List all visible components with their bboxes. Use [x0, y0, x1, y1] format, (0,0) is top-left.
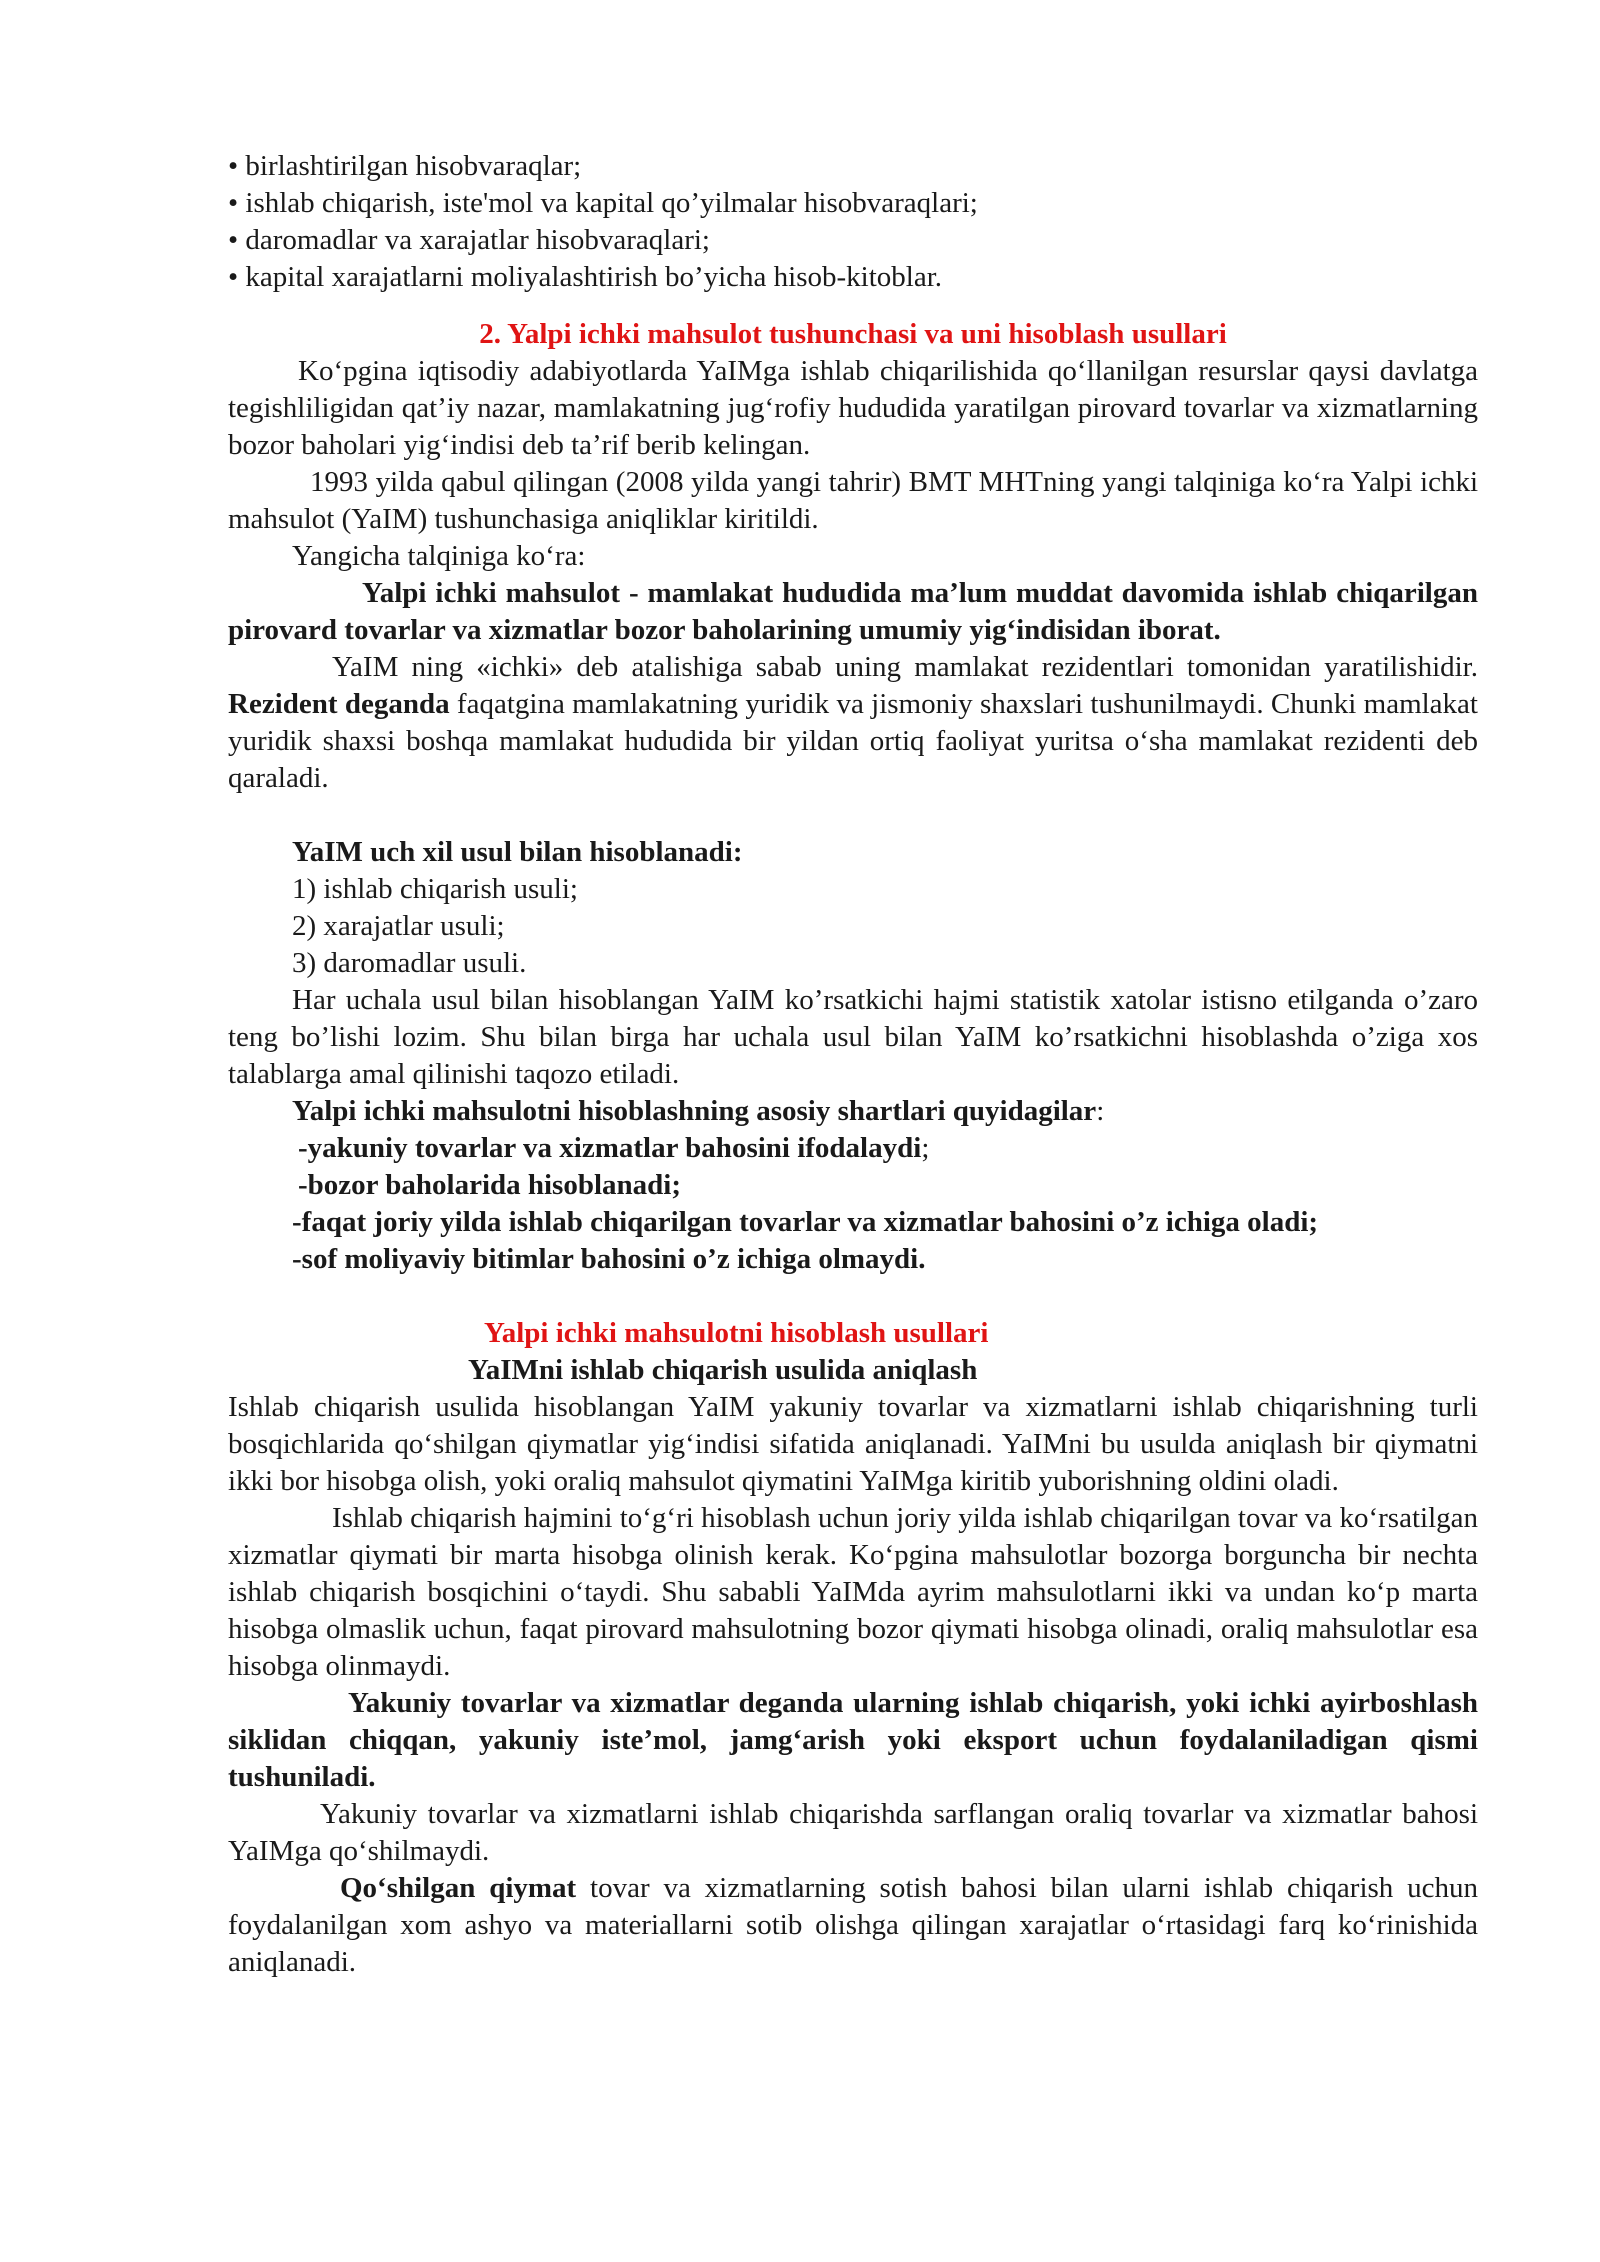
- list-item: 1) ishlab chiqarish usuli;: [292, 873, 578, 905]
- conditions-heading-text: Yalpi ichki mahsulotni hisoblashning asosiy shartlari quyidagilar: [292, 1095, 1097, 1127]
- paragraph: Koʻpgina iqtisodiy adabiyotlarda YaIMga ishlab chiqarilishida qoʻllanilgan resurslar qaysi davlatga tegishliligidan qatʼiy nazar, mamlakatning jugʻrofiy hududida yaratilgan pirovard tovarlar va xizmatlarning bozor baholari yigʻindisi deb taʼrif berib kelingan.: [228, 355, 1478, 461]
- list-item: [228, 1130, 1478, 1167]
- paragraph: [228, 1870, 1478, 1981]
- section-heading: Yalpi ichki mahsulotni hisoblash usullari: [484, 1317, 989, 1349]
- bold-term: Qoʻshilgan qiymat: [340, 1872, 577, 1904]
- document-page: [228, 148, 1478, 1981]
- paragraph-text: faqatgina mamlakatning yuridik va jismoniy shaxslari tushunilmaydi. Chunki mamlakat yuridik shaxsi boshqa mamlakat hududida bir yildan ortiq faoliyat yuritsa oʻsha mamlakat rezidenti deb qaraladi.: [228, 688, 1478, 794]
- bold-term: Rezident deganda: [228, 688, 450, 720]
- methods-heading: YaIM uch xil usul bilan hisoblanadi:: [292, 836, 743, 868]
- spacer: [228, 797, 1478, 834]
- definition-paragraph: Yakuniy tovarlar va xizmatlar deganda ularning ishlab chiqarish, yoki ichki ayirboshlash siklidan chiqqan, yakuniy isteʼmol, jamgʻarish yoki eksport uchun foydalaniladigan qismi tushuniladi.: [228, 1687, 1478, 1793]
- spacer: [228, 1278, 1478, 1315]
- paragraph: Yakuniy tovarlar va xizmatlarni ishlab chiqarishda sarflangan oraliq tovarlar va xizmatlar bahosi YaIMga qoʻshilmaydi.: [228, 1798, 1478, 1867]
- paragraph: Yangicha talqiniga koʻra:: [292, 540, 586, 572]
- paragraph-text: tovar va xizmatlarning sotish bahosi bilan ularni ishlab chiqarish uchun foydalanilgan xom ashyo va materiallarni sotib olishga qilingan xarajatlar oʻrtasidagi farq koʻrinishida aniqlanadi.: [228, 1872, 1478, 1978]
- spacer: [228, 296, 1478, 316]
- definition-paragraph: Yalpi ichki mahsulot - mamlakat hududida ma’lum muddat davomida ishlab chiqarilgan pirovard tovarlar va xizmatlar bozor baholarining umumiy yig‘indisidan iborat.: [228, 577, 1478, 646]
- conditions-heading: [228, 1093, 1478, 1130]
- list-item: -bozor baholarida hisoblanadi;: [298, 1169, 682, 1201]
- paragraph: 1993 yilda qabul qilingan (2008 yilda yangi tahrir) BMT MHTning yangi talqiniga koʻra Yalpi ichki mahsulot (YaIM) tushunchasiga aniqliklar kiritildi.: [228, 466, 1478, 535]
- list-item: • birlashtirilgan hisobvaraqlar;: [228, 150, 582, 182]
- list-item: • daromadlar va xarajatlar hisobvaraqlari;: [228, 224, 710, 256]
- subheading: YaIMni ishlab chiqarish usulida aniqlash: [468, 1354, 978, 1386]
- list-item-suffix: ;: [921, 1132, 930, 1164]
- conditions-heading-colon: :: [1096, 1095, 1105, 1127]
- list-item: • kapital xarajatlarni moliyalashtirish bo’yicha hisob-kitoblar.: [228, 261, 943, 293]
- list-item: -sof moliyaviy bitimlar bahosini o’z ichiga olmaydi.: [292, 1243, 926, 1275]
- paragraph: Ishlab chiqarish usulida hisoblangan YaIM yakuniy tovarlar va xizmatlarni ishlab chiqarishning turli bosqichlarida qoʻshilgan qiymatlar yigʻindisi sifatida aniqlanadi. YaIMni bu usulda aniqlash bir qiymatni ikki bor hisobga olish, yoki oraliq mahsulot qiymatini YaIMga kiritib yuborishning oldini oladi.: [228, 1391, 1478, 1497]
- paragraph-text: YaIM ning «ichki» deb atalishiga sabab uning mamlakat rezidentlari tomonidan yaratilishidir.: [332, 651, 1478, 683]
- list-item: 3) daromadlar usuli.: [292, 947, 527, 979]
- bullet-list: [228, 148, 1478, 296]
- list-item-text: -yakuniy tovarlar va xizmatlar bahosini ifodalaydi: [298, 1132, 922, 1164]
- paragraph: Har uchala usul bilan hisoblangan YaIM ko’rsatkichi hajmi statistik xatolar istisno etilganda o’zaro teng bo’lishi lozim. Shu bilan birga har uchala usul bilan YaIM ko’rsatkichni hisoblashda o’ziga xos talablarga amal qilinishi taqozo etiladi.: [228, 984, 1478, 1090]
- list-item: 2) xarajatlar usuli;: [292, 910, 505, 942]
- paragraph: [228, 649, 1478, 797]
- paragraph: Ishlab chiqarish hajmini toʻgʻri hisoblash uchun joriy yilda ishlab chiqarilgan tovar va koʻrsatilgan xizmatlar qiymati bir marta hisobga olinish kerak. Koʻpgina mahsulotlar bozorga borguncha bir nechta ishlab chiqarish bosqichini oʻtaydi. Shu sababli YaIMda ayrim mahsulotlarni ikki va undan koʻp marta hisobga olmaslik uchun, faqat pirovard mahsulotning bozor qiymati hisobga olinadi, oraliq mahsulotlar esa hisobga olinmaydi.: [228, 1502, 1478, 1682]
- section-heading: 2. Yalpi ichki mahsulot tushunchasi va uni hisoblash usullari: [479, 318, 1227, 350]
- list-item: • ishlab chiqarish, iste'mol va kapital qo’yilmalar hisobvaraqlari;: [228, 187, 978, 219]
- list-item: -faqat joriy yilda ishlab chiqarilgan tovarlar va xizmatlar bahosini o’z ichiga oladi;: [292, 1206, 1319, 1238]
